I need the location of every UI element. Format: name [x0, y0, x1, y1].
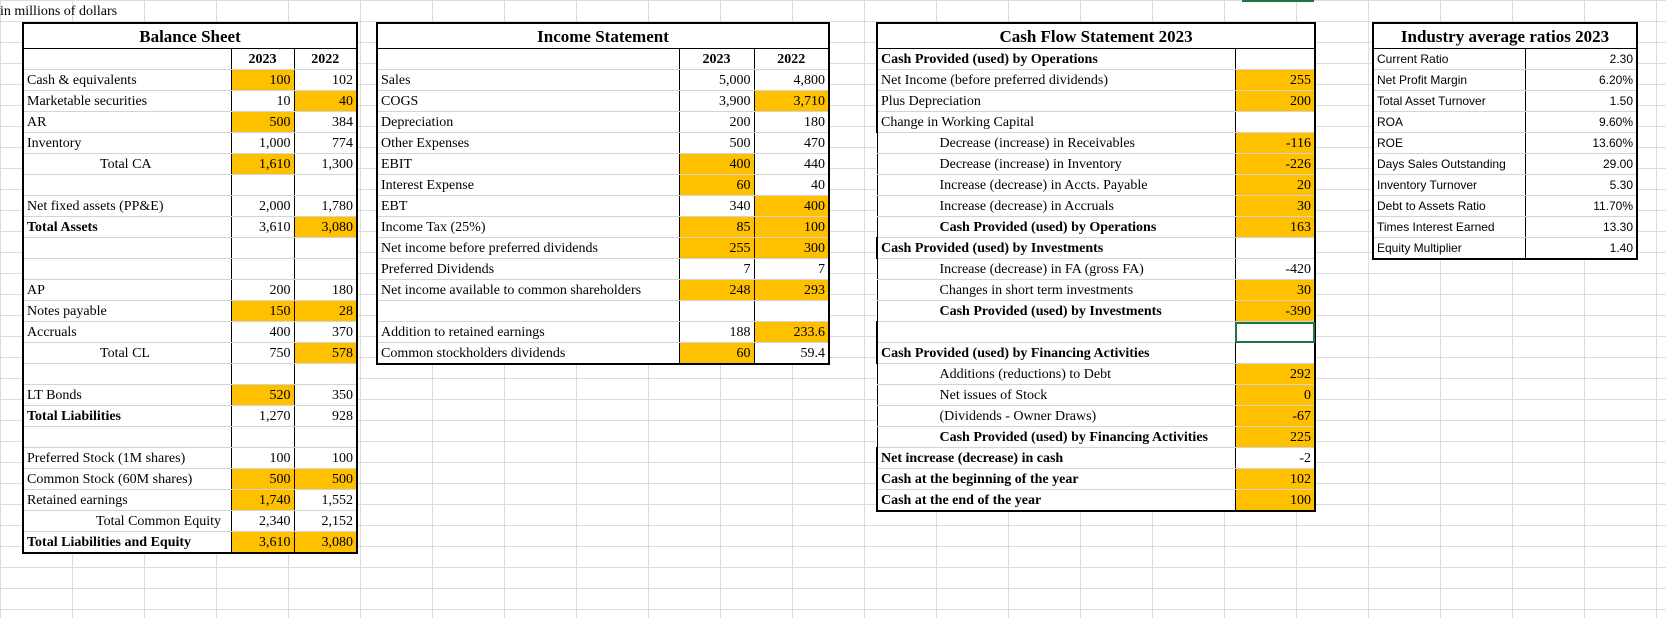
- industry-ratios-table: [1372, 22, 1638, 260]
- row-label[interactable]: Accruals: [23, 322, 231, 343]
- row-label[interactable]: Change in Working Capital: [877, 112, 1235, 133]
- cell-value[interactable]: 100: [1235, 490, 1315, 512]
- cell[interactable]: [679, 301, 754, 322]
- industry-ratios-title: Industry average ratios 2023: [1373, 23, 1637, 49]
- cell[interactable]: [294, 175, 357, 196]
- cell-value[interactable]: 30: [1235, 196, 1315, 217]
- cell[interactable]: [294, 364, 357, 385]
- cell-value[interactable]: 500: [679, 133, 754, 154]
- row-label[interactable]: Total CA: [23, 154, 231, 175]
- cell-value[interactable]: -390: [1235, 301, 1315, 322]
- row-label[interactable]: Net income before preferred dividends: [377, 238, 679, 259]
- cell-value[interactable]: 180: [754, 112, 829, 133]
- row-label[interactable]: Depreciation: [377, 112, 679, 133]
- row-label[interactable]: Marketable securities: [23, 91, 231, 112]
- row-label[interactable]: Addition to retained earnings: [377, 322, 679, 343]
- cell-value[interactable]: 20: [1235, 175, 1315, 196]
- cell-value[interactable]: 180: [294, 280, 357, 301]
- cell-value[interactable]: 500: [231, 469, 294, 490]
- ratio-label[interactable]: Inventory Turnover: [1373, 175, 1525, 196]
- cell-value[interactable]: 150: [231, 301, 294, 322]
- row-label[interactable]: Cash Provided (used) by Operations: [877, 49, 1235, 70]
- cell[interactable]: [294, 259, 357, 280]
- row-label[interactable]: Plus Depreciation: [877, 91, 1235, 112]
- year-header[interactable]: 2022: [294, 49, 357, 70]
- cell-value[interactable]: [1235, 112, 1315, 133]
- ratio-value[interactable]: 5.30: [1525, 175, 1637, 196]
- cash-flow-title: Cash Flow Statement 2023: [877, 23, 1315, 49]
- ratio-value[interactable]: 6.20%: [1525, 70, 1637, 91]
- cell-value[interactable]: 400: [754, 196, 829, 217]
- cell-value[interactable]: 578: [294, 343, 357, 364]
- cell-value[interactable]: 7: [754, 259, 829, 280]
- row-label[interactable]: AP: [23, 280, 231, 301]
- row-label[interactable]: Preferred Dividends: [377, 259, 679, 280]
- row-label[interactable]: Cash at the end of the year: [877, 490, 1235, 512]
- cell-value[interactable]: 60: [679, 343, 754, 365]
- cell-value[interactable]: 3,710: [754, 91, 829, 112]
- row-label[interactable]: Net fixed assets (PP&E): [23, 196, 231, 217]
- row-label[interactable]: EBIT: [377, 154, 679, 175]
- cell-value[interactable]: 1,270: [231, 406, 294, 427]
- ratio-label[interactable]: Days Sales Outstanding: [1373, 154, 1525, 175]
- cell-value[interactable]: 500: [294, 469, 357, 490]
- cell-value[interactable]: 2,000: [231, 196, 294, 217]
- cell-value[interactable]: 3,610: [231, 217, 294, 238]
- cell[interactable]: [231, 427, 294, 448]
- cell-value[interactable]: 293: [754, 280, 829, 301]
- ratio-label[interactable]: Total Asset Turnover: [1373, 91, 1525, 112]
- row-label[interactable]: Changes in short term investments: [877, 280, 1235, 301]
- cell[interactable]: [754, 301, 829, 322]
- cell-value[interactable]: 60: [679, 175, 754, 196]
- cell-value[interactable]: 774: [294, 133, 357, 154]
- row-label[interactable]: Notes payable: [23, 301, 231, 322]
- row-label[interactable]: Total Liabilities: [23, 406, 231, 427]
- cell-value[interactable]: 255: [679, 238, 754, 259]
- row-label[interactable]: Inventory: [23, 133, 231, 154]
- row-label[interactable]: Preferred Stock (1M shares): [23, 448, 231, 469]
- units-note: in millions of dollars: [0, 4, 118, 19]
- cell[interactable]: [377, 49, 679, 70]
- cell-value[interactable]: 400: [679, 154, 754, 175]
- ratio-value[interactable]: 1.50: [1525, 91, 1637, 112]
- cell-value[interactable]: 350: [294, 385, 357, 406]
- row-label[interactable]: AR: [23, 112, 231, 133]
- cell-value[interactable]: 30: [1235, 280, 1315, 301]
- cell-value[interactable]: 1,552: [294, 490, 357, 511]
- cell[interactable]: [23, 238, 231, 259]
- row-label[interactable]: Cash at the beginning of the year: [877, 469, 1235, 490]
- row-label[interactable]: Increase (decrease) in Accts. Payable: [877, 175, 1235, 196]
- cell-value[interactable]: 1,610: [231, 154, 294, 175]
- cell-value[interactable]: 0: [1235, 385, 1315, 406]
- row-label[interactable]: Increase (decrease) in Accruals: [877, 196, 1235, 217]
- cell-value[interactable]: [1235, 49, 1315, 70]
- cell-value[interactable]: 3,080: [294, 532, 357, 554]
- cell-value[interactable]: 225: [1235, 427, 1315, 448]
- ratio-value[interactable]: 1.40: [1525, 238, 1637, 260]
- cell-value[interactable]: 928: [294, 406, 357, 427]
- row-label[interactable]: Income Tax (25%): [377, 217, 679, 238]
- cell-value[interactable]: 2,340: [231, 511, 294, 532]
- ratio-label[interactable]: ROA: [1373, 112, 1525, 133]
- cell-value[interactable]: 255: [1235, 70, 1315, 91]
- row-label[interactable]: Total CL: [23, 343, 231, 364]
- row-label[interactable]: Interest Expense: [377, 175, 679, 196]
- cell-value[interactable]: 400: [231, 322, 294, 343]
- row-label[interactable]: Net income available to common shareholders: [377, 280, 679, 301]
- row-label[interactable]: EBT: [377, 196, 679, 217]
- cell-value[interactable]: 100: [294, 448, 357, 469]
- ratio-value[interactable]: 11.70%: [1525, 196, 1637, 217]
- cell-value[interactable]: 100: [231, 70, 294, 91]
- ratio-value[interactable]: 29.00: [1525, 154, 1637, 175]
- cell[interactable]: [23, 427, 231, 448]
- ratio-value[interactable]: 9.60%: [1525, 112, 1637, 133]
- cell-value[interactable]: -226: [1235, 154, 1315, 175]
- cell-value[interactable]: 28: [294, 301, 357, 322]
- cell-value[interactable]: 102: [294, 70, 357, 91]
- ratio-label[interactable]: ROE: [1373, 133, 1525, 154]
- row-label[interactable]: Sales: [377, 70, 679, 91]
- cell-value[interactable]: 40: [754, 175, 829, 196]
- row-label[interactable]: Decrease (increase) in Receivables: [877, 133, 1235, 154]
- cell[interactable]: [231, 175, 294, 196]
- cell[interactable]: [23, 364, 231, 385]
- row-label[interactable]: Cash Provided (used) by Financing Activities: [877, 343, 1235, 364]
- cell-value[interactable]: 5,000: [679, 70, 754, 91]
- cell-value[interactable]: 200: [679, 112, 754, 133]
- cell-value[interactable]: 500: [231, 112, 294, 133]
- cell[interactable]: [231, 238, 294, 259]
- cell-value[interactable]: 370: [294, 322, 357, 343]
- ratio-value[interactable]: 13.30: [1525, 217, 1637, 238]
- balance-sheet-table: [22, 22, 358, 554]
- ratio-value[interactable]: 13.60%: [1525, 133, 1637, 154]
- cell-value[interactable]: 233.6: [754, 322, 829, 343]
- cell-value[interactable]: 2,152: [294, 511, 357, 532]
- row-label[interactable]: Cash Provided (used) by Investments: [877, 301, 1235, 322]
- ratio-label[interactable]: Net Profit Margin: [1373, 70, 1525, 91]
- row-label[interactable]: Additions (reductions) to Debt: [877, 364, 1235, 385]
- cell-value[interactable]: 7: [679, 259, 754, 280]
- cell-value[interactable]: 750: [231, 343, 294, 364]
- row-label[interactable]: Net Income (before preferred dividends): [877, 70, 1235, 91]
- cell-value[interactable]: 340: [679, 196, 754, 217]
- cell-value[interactable]: 200: [231, 280, 294, 301]
- cell-value[interactable]: 470: [754, 133, 829, 154]
- row-label[interactable]: (Dividends - Owner Draws): [877, 406, 1235, 427]
- row-label[interactable]: Cash Provided (used) by Financing Activities: [877, 427, 1235, 448]
- cell-value[interactable]: 3,900: [679, 91, 754, 112]
- cell-value[interactable]: 59.4: [754, 343, 829, 365]
- cell-value[interactable]: -420: [1235, 259, 1315, 280]
- cell-value[interactable]: [1235, 238, 1315, 259]
- cell[interactable]: [23, 175, 231, 196]
- row-label[interactable]: Decrease (increase) in Inventory: [877, 154, 1235, 175]
- row-label[interactable]: Common Stock (60M shares): [23, 469, 231, 490]
- cell-value[interactable]: -67: [1235, 406, 1315, 427]
- row-label[interactable]: Total Common Equity: [23, 511, 231, 532]
- row-label[interactable]: Common stockholders dividends: [377, 343, 679, 365]
- cell-value[interactable]: 520: [231, 385, 294, 406]
- cell-value[interactable]: 188: [679, 322, 754, 343]
- row-label[interactable]: LT Bonds: [23, 385, 231, 406]
- income-statement-title: Income Statement: [377, 23, 829, 49]
- cell-value[interactable]: -116: [1235, 133, 1315, 154]
- cell-value[interactable]: -2: [1235, 448, 1315, 469]
- selected-cell[interactable]: [1235, 322, 1315, 343]
- balance-sheet-title: Balance Sheet: [23, 23, 357, 49]
- cell-value[interactable]: 4,800: [754, 70, 829, 91]
- cell-value[interactable]: 3,610: [231, 532, 294, 554]
- cell-value[interactable]: 1,740: [231, 490, 294, 511]
- row-label[interactable]: Net issues of Stock: [877, 385, 1235, 406]
- row-label[interactable]: Other Expenses: [377, 133, 679, 154]
- cell-value[interactable]: 440: [754, 154, 829, 175]
- cell-value[interactable]: 102: [1235, 469, 1315, 490]
- cell-value[interactable]: 300: [754, 238, 829, 259]
- cell-value[interactable]: 1,300: [294, 154, 357, 175]
- cell[interactable]: [294, 238, 357, 259]
- cell-value[interactable]: 200: [1235, 91, 1315, 112]
- cell[interactable]: [877, 322, 1235, 343]
- cell[interactable]: [23, 49, 231, 70]
- cell-value[interactable]: 292: [1235, 364, 1315, 385]
- year-header[interactable]: 2023: [231, 49, 294, 70]
- cash-flow-table: [876, 22, 1316, 512]
- cell-value[interactable]: 384: [294, 112, 357, 133]
- cell-value[interactable]: 248: [679, 280, 754, 301]
- row-label[interactable]: Net increase (decrease) in cash: [877, 448, 1235, 469]
- row-label[interactable]: Cash Provided (used) by Investments: [877, 238, 1235, 259]
- row-label[interactable]: COGS: [377, 91, 679, 112]
- ratio-value[interactable]: 2.30: [1525, 49, 1637, 70]
- cell-value[interactable]: 100: [231, 448, 294, 469]
- cell-value[interactable]: 163: [1235, 217, 1315, 238]
- cell-value[interactable]: 40: [294, 91, 357, 112]
- cell[interactable]: [294, 427, 357, 448]
- cell-value[interactable]: 100: [754, 217, 829, 238]
- ratio-label[interactable]: Current Ratio: [1373, 49, 1525, 70]
- active-cell-marker: [1242, 0, 1314, 2]
- cell[interactable]: [231, 364, 294, 385]
- ratio-label[interactable]: Times Interest Earned: [1373, 217, 1525, 238]
- income-statement-table: [376, 22, 830, 365]
- cell-value[interactable]: 3,080: [294, 217, 357, 238]
- cell-value[interactable]: 1,780: [294, 196, 357, 217]
- row-label[interactable]: Cash Provided (used) by Operations: [877, 217, 1235, 238]
- row-label[interactable]: Retained earnings: [23, 490, 231, 511]
- year-header[interactable]: 2022: [754, 49, 829, 70]
- row-label[interactable]: Total Liabilities and Equity: [23, 532, 231, 554]
- cell-value[interactable]: 10: [231, 91, 294, 112]
- year-header[interactable]: 2023: [679, 49, 754, 70]
- cell[interactable]: [23, 259, 231, 280]
- ratio-label[interactable]: Debt to Assets Ratio: [1373, 196, 1525, 217]
- ratio-label[interactable]: Equity Multiplier: [1373, 238, 1525, 260]
- cell[interactable]: [377, 301, 679, 322]
- row-label[interactable]: Total Assets: [23, 217, 231, 238]
- row-label[interactable]: Cash & equivalents: [23, 70, 231, 91]
- cell-value[interactable]: 85: [679, 217, 754, 238]
- cell-value[interactable]: 1,000: [231, 133, 294, 154]
- row-label[interactable]: Increase (decrease) in FA (gross FA): [877, 259, 1235, 280]
- cell-value[interactable]: [1235, 343, 1315, 364]
- cell[interactable]: [231, 259, 294, 280]
